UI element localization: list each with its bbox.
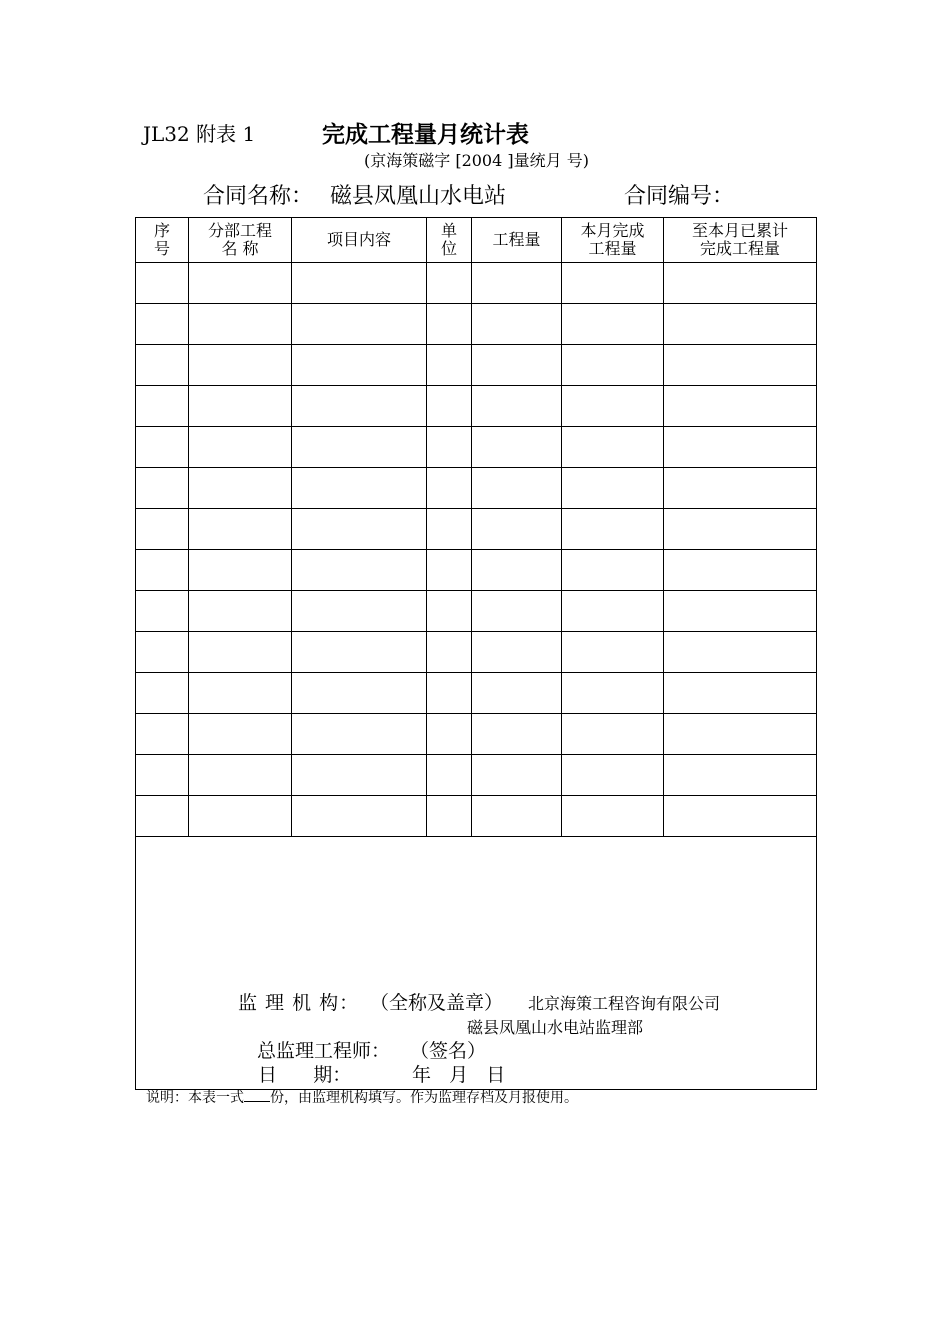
- table-cell-quantity[interactable]: [472, 427, 562, 468]
- table-cell-seq[interactable]: [136, 509, 189, 550]
- table-cell-cumulative[interactable]: [664, 714, 817, 755]
- table-cell-quantity[interactable]: [472, 796, 562, 837]
- table-cell-item[interactable]: [292, 591, 427, 632]
- table-cell-quantity[interactable]: [472, 304, 562, 345]
- table-cell-item[interactable]: [292, 714, 427, 755]
- column-header-seq: 序 号: [136, 218, 189, 263]
- table-cell-division[interactable]: [189, 509, 292, 550]
- table-cell-cumulative[interactable]: [664, 550, 817, 591]
- supervisor-note: （全称及盖章）: [370, 992, 504, 1014]
- table-cell-item[interactable]: [292, 755, 427, 796]
- table-row: [136, 468, 817, 509]
- table-cell-month[interactable]: [562, 591, 664, 632]
- table-cell-month[interactable]: [562, 304, 664, 345]
- table-cell-item[interactable]: [292, 345, 427, 386]
- table-cell-item[interactable]: [292, 386, 427, 427]
- table-cell-quantity[interactable]: [472, 550, 562, 591]
- table-cell-seq[interactable]: [136, 796, 189, 837]
- table-row: [136, 591, 817, 632]
- table-cell-cumulative[interactable]: [664, 755, 817, 796]
- table-row: [136, 386, 817, 427]
- table-cell-cumulative[interactable]: [664, 591, 817, 632]
- table-cell-month[interactable]: [562, 427, 664, 468]
- table-cell-cumulative[interactable]: [664, 345, 817, 386]
- table-cell-seq[interactable]: [136, 632, 189, 673]
- table-cell-seq[interactable]: [136, 591, 189, 632]
- table-cell-seq[interactable]: [136, 427, 189, 468]
- footnote: [146, 1087, 578, 1107]
- column-header-unit: 单 位: [427, 218, 472, 263]
- table-header-row: [136, 218, 817, 263]
- supervisor-org-line1: 北京海策工程咨询有限公司: [528, 994, 721, 1013]
- table-cell-month[interactable]: [562, 386, 664, 427]
- table-row: [136, 304, 817, 345]
- table-cell-month[interactable]: [562, 345, 664, 386]
- table-cell-seq[interactable]: [136, 714, 189, 755]
- form-title: 完成工程量月统计表: [322, 122, 529, 148]
- table-cell-unit[interactable]: [427, 632, 472, 673]
- table-cell-month[interactable]: [562, 468, 664, 509]
- table-cell-item[interactable]: [292, 632, 427, 673]
- table-cell-division[interactable]: [189, 714, 292, 755]
- table-cell-quantity[interactable]: [472, 591, 562, 632]
- date-fields: 年 月 日: [412, 1064, 506, 1086]
- contract-name-label: 合同名称：: [203, 184, 314, 209]
- table-cell-cumulative[interactable]: [664, 796, 817, 837]
- table-row: [136, 509, 817, 550]
- table-cell-item[interactable]: [292, 263, 427, 304]
- contract-number-label: 合同编号：: [624, 184, 735, 209]
- table-cell-unit[interactable]: [427, 386, 472, 427]
- table-cell-item[interactable]: [292, 550, 427, 591]
- table-cell-quantity[interactable]: [472, 714, 562, 755]
- table-cell-month[interactable]: [562, 509, 664, 550]
- table-row: [136, 263, 817, 304]
- column-header-division: 分部工程 名 称: [189, 218, 292, 263]
- table-cell-seq[interactable]: [136, 673, 189, 714]
- table-cell-month[interactable]: [562, 755, 664, 796]
- footnote-text-before: 说明：本表一式: [146, 1090, 244, 1106]
- table-cell-division[interactable]: [189, 796, 292, 837]
- table-row: [136, 550, 817, 591]
- table-cell-unit[interactable]: [427, 304, 472, 345]
- table-cell-seq[interactable]: [136, 263, 189, 304]
- table-cell-item[interactable]: [292, 468, 427, 509]
- table-cell-cumulative[interactable]: [664, 386, 817, 427]
- table-cell-unit[interactable]: [427, 509, 472, 550]
- table-cell-unit[interactable]: [427, 427, 472, 468]
- table-cell-seq[interactable]: [136, 345, 189, 386]
- table-cell-item[interactable]: [292, 673, 427, 714]
- table-cell-division[interactable]: [189, 345, 292, 386]
- table-cell-quantity[interactable]: [472, 386, 562, 427]
- column-header-item: 项目内容: [292, 218, 427, 263]
- table-cell-unit[interactable]: [427, 550, 472, 591]
- table-cell-cumulative[interactable]: [664, 673, 817, 714]
- table-cell-seq[interactable]: [136, 468, 189, 509]
- table-cell-seq[interactable]: [136, 755, 189, 796]
- table-cell-division[interactable]: [189, 304, 292, 345]
- supervisor-label: 监 理 机 构：: [238, 992, 360, 1014]
- table-cell-division[interactable]: [189, 468, 292, 509]
- table-cell-quantity[interactable]: [472, 509, 562, 550]
- table-row: [136, 345, 817, 386]
- table-cell-cumulative[interactable]: [664, 468, 817, 509]
- table-cell-item[interactable]: [292, 427, 427, 468]
- table-cell-month[interactable]: [562, 550, 664, 591]
- column-header-month: 本月完成 工程量: [562, 218, 664, 263]
- contract-name-value: 磁县凤凰山水电站: [330, 184, 507, 209]
- table-cell-unit[interactable]: [427, 796, 472, 837]
- table-cell-month[interactable]: [562, 796, 664, 837]
- table-cell-division[interactable]: [189, 632, 292, 673]
- table-cell-item[interactable]: [292, 509, 427, 550]
- footnote-text-after: 份，由监理机构填写。作为监理存档及月报使用。: [270, 1090, 578, 1106]
- table-cell-division[interactable]: [189, 386, 292, 427]
- copies-blank: [244, 1089, 270, 1102]
- supervisor-org-line2: 磁县凤凰山水电站监理部: [467, 1018, 644, 1037]
- table-row: [136, 714, 817, 755]
- table-cell-item[interactable]: [292, 304, 427, 345]
- table-cell-division[interactable]: [189, 427, 292, 468]
- table-cell-unit[interactable]: [427, 755, 472, 796]
- table-cell-seq[interactable]: [136, 550, 189, 591]
- column-header-cumulative: 至本月已累计 完成工程量: [664, 218, 817, 263]
- table-cell-quantity[interactable]: [472, 673, 562, 714]
- table-cell-unit[interactable]: [427, 345, 472, 386]
- date-label: 日 期：: [258, 1064, 352, 1086]
- table-cell-seq[interactable]: [136, 304, 189, 345]
- table-cell-unit[interactable]: [427, 714, 472, 755]
- table-cell-quantity[interactable]: [472, 263, 562, 304]
- table-row: [136, 796, 817, 837]
- chief-engineer-label: 总监理工程师：: [257, 1040, 391, 1062]
- table-cell-cumulative[interactable]: [664, 304, 817, 345]
- table-cell-quantity[interactable]: [472, 468, 562, 509]
- column-header-quantity: 工程量: [472, 218, 562, 263]
- table-cell-division[interactable]: [189, 755, 292, 796]
- table-cell-unit[interactable]: [427, 673, 472, 714]
- table-cell-cumulative[interactable]: [664, 427, 817, 468]
- table-cell-cumulative[interactable]: [664, 509, 817, 550]
- table-cell-unit[interactable]: [427, 468, 472, 509]
- statistics-table: [135, 217, 817, 1090]
- chief-engineer-note: （签名）: [410, 1040, 487, 1062]
- table-cell-division[interactable]: [189, 673, 292, 714]
- table-cell-division[interactable]: [189, 591, 292, 632]
- table-cell-month[interactable]: [562, 632, 664, 673]
- table-cell-month[interactable]: [562, 673, 664, 714]
- table-cell-unit[interactable]: [427, 263, 472, 304]
- table-cell-quantity[interactable]: [472, 345, 562, 386]
- table-cell-month[interactable]: [562, 263, 664, 304]
- table-cell-month[interactable]: [562, 714, 664, 755]
- table-cell-cumulative[interactable]: [664, 632, 817, 673]
- table-row: [136, 427, 817, 468]
- table-row: [136, 755, 817, 796]
- table-row: [136, 632, 817, 673]
- table-cell-quantity[interactable]: [472, 632, 562, 673]
- table-cell-unit[interactable]: [427, 591, 472, 632]
- table-cell-division[interactable]: [189, 550, 292, 591]
- form-code: JL32 附表 1: [143, 122, 256, 146]
- table-cell-seq[interactable]: [136, 386, 189, 427]
- table-cell-quantity[interactable]: [472, 755, 562, 796]
- table-cell-item[interactable]: [292, 796, 427, 837]
- document-reference: (京海策磁字 [2004 ]量统月 号): [364, 151, 589, 170]
- table-cell-division[interactable]: [189, 263, 292, 304]
- table-row: [136, 673, 817, 714]
- table-cell-cumulative[interactable]: [664, 263, 817, 304]
